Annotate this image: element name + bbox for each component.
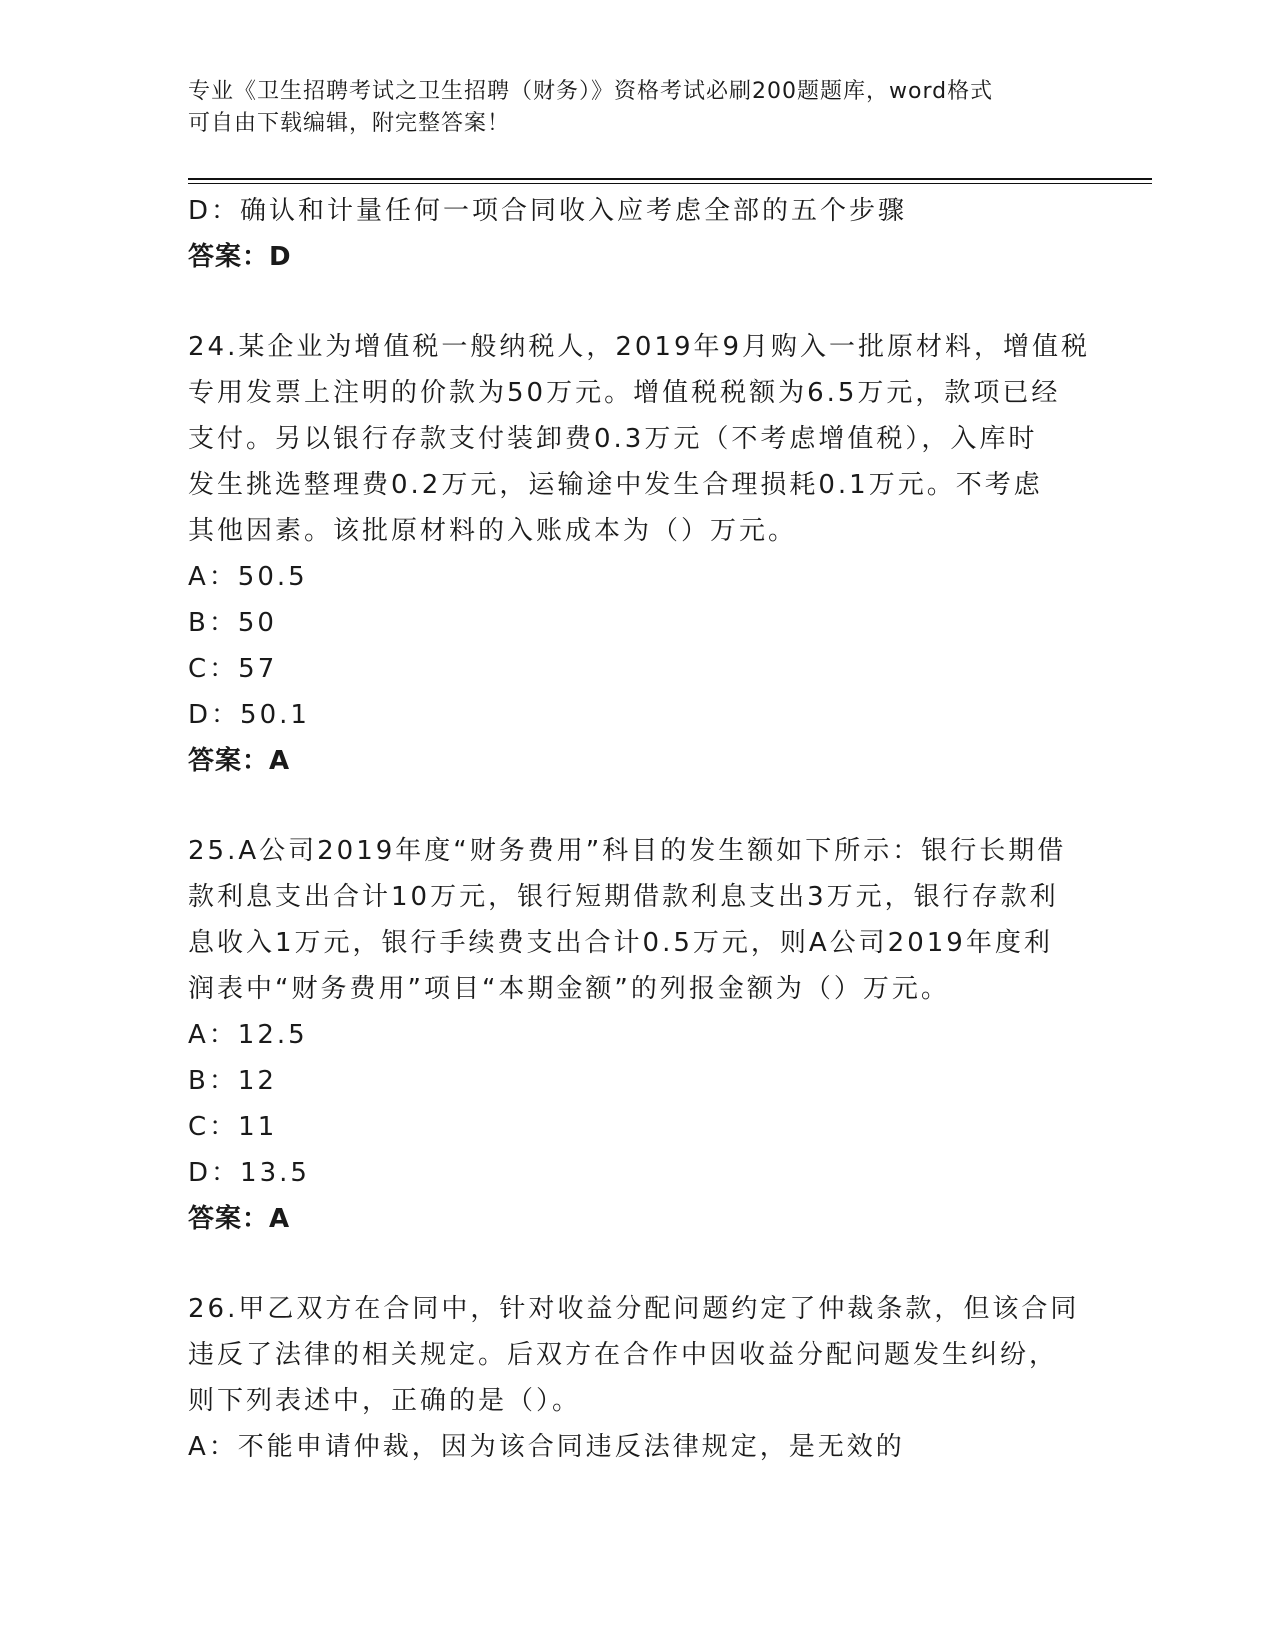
- question-24-answer: 答案：A: [188, 746, 291, 776]
- question-25: [188, 828, 1088, 1242]
- question-26-option-a: A：不能申请仲裁，因为该合同违反法律规定，是无效的: [188, 1432, 905, 1462]
- question-25-option-c: C：11: [188, 1112, 278, 1142]
- question-25-answer: 答案：A: [188, 1204, 291, 1234]
- question-26: [188, 1286, 1088, 1470]
- question-24-line: 24.某企业为增值税一般纳税人，2019年9月购入一批原材料，增值税: [188, 332, 1091, 362]
- question-24-line: 其他因素。该批原材料的入账成本为（）万元。: [188, 516, 798, 546]
- header-line-2: 可自由下载编辑，附完整答案！: [188, 111, 511, 136]
- question-25-option-b: B：12: [188, 1066, 277, 1096]
- prev-option-d: D：确认和计量任何一项合同收入应考虑全部的五个步骤: [188, 196, 908, 226]
- question-25-option-d: D：13.5: [188, 1158, 310, 1188]
- question-25-line: 25.A公司2019年度“财务费用”科目的发生额如下所示：银行长期借: [188, 836, 1067, 866]
- question-25-option-a: A：12.5: [188, 1020, 308, 1050]
- question-25-line: 款利息支出合计10万元，银行短期借款利息支出3万元，银行存款利: [188, 882, 1059, 912]
- header-divider-thin: [188, 183, 1152, 184]
- question-26-line: 则下列表述中，正确的是（）。: [188, 1386, 582, 1416]
- document-header: [188, 76, 1088, 140]
- question-24: [188, 324, 1091, 784]
- question-24-option-d: D：50.1: [188, 700, 310, 730]
- question-24-option-c: C：57: [188, 654, 278, 684]
- question-26-line: 违反了法律的相关规定。后双方在合作中因收益分配问题发生纠纷，: [188, 1340, 1059, 1370]
- question-26-line: 26.甲乙双方在合同中，针对收益分配问题约定了仲裁条款，但该合同: [188, 1294, 1080, 1324]
- question-24-option-a: A：50.5: [188, 562, 308, 592]
- question-24-line: 专用发票上注明的价款为50万元。增值税税额为6.5万元，款项已经: [188, 378, 1061, 408]
- question-content: [188, 188, 1091, 1470]
- question-24-line: 支付。另以银行存款支付装卸费0.3万元（不考虑增值税），入库时: [188, 424, 1038, 454]
- question-25-line: 息收入1万元，银行手续费支出合计0.5万元，则A公司2019年度利: [188, 928, 1053, 958]
- header-divider-thick: [188, 178, 1152, 180]
- header-line-1: 专业《卫生招聘考试之卫生招聘（财务）》资格考试必刷200题题库，word格式: [188, 79, 994, 104]
- question-24-option-b: B：50: [188, 608, 277, 638]
- question-25-line: 润表中“财务费用”项目“本期金额”的列报金额为（）万元。: [188, 974, 950, 1004]
- prev-answer: 答案：D: [188, 242, 292, 272]
- question-24-line: 发生挑选整理费0.2万元，运输途中发生合理损耗0.1万元。不考虑: [188, 470, 1043, 500]
